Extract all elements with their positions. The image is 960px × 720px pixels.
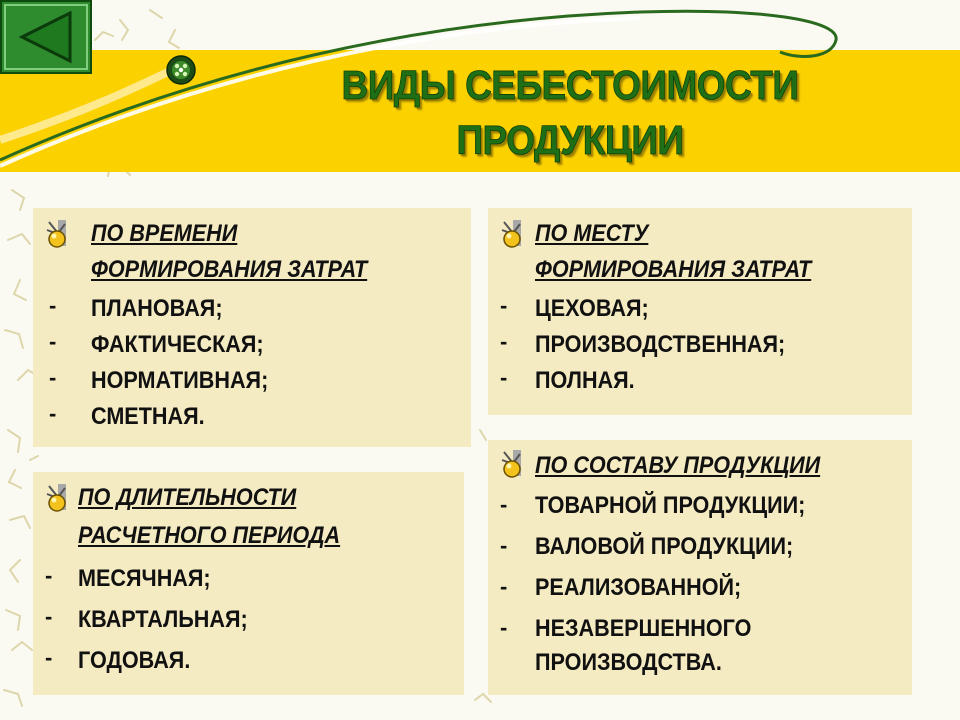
dash-marker: -: [49, 401, 57, 426]
list-item: НОРМАТИВНАЯ;: [91, 367, 269, 394]
card-time-header-line-1: ПО ВРЕМЕНИ: [91, 220, 238, 247]
title-line-1: ВИДЫ СЕБЕСТОИМОСТИ: [341, 62, 799, 108]
bullet-icon: [43, 218, 73, 250]
dash-marker: -: [500, 574, 508, 599]
list-item: РЕАЛИЗОВАННОЙ;: [535, 574, 742, 601]
slide-title: [219, 58, 921, 168]
dash-marker: -: [500, 329, 508, 354]
card-place-header-line-1: ПО МЕСТУ: [535, 220, 649, 247]
list-item: МЕСЯЧНАЯ;: [78, 565, 211, 592]
card-by-composition: [488, 440, 912, 695]
list-item: ЦЕХОВАЯ;: [535, 295, 649, 322]
bullet-icon: [498, 448, 528, 480]
dash-marker: -: [500, 533, 508, 558]
list-item: НЕЗАВЕРШЕННОГО: [535, 615, 752, 642]
list-item: ПОЛНАЯ.: [535, 367, 635, 394]
bullet-icon: [498, 218, 528, 250]
dash-marker: -: [500, 293, 508, 318]
orb-icon: [166, 55, 196, 85]
list-item: ПРОИЗВОДСТВЕННАЯ;: [535, 331, 786, 358]
dash-marker: -: [49, 329, 57, 354]
card-by-time: [33, 208, 471, 447]
card-period-header-line-1: ПО ДЛИТЕЛЬНОСТИ: [78, 484, 297, 511]
card-by-period: [33, 472, 464, 695]
card-by-place: [488, 208, 912, 415]
card-composition-header: ПО СОСТАВУ ПРОДУКЦИИ: [535, 452, 821, 479]
bullet-icon: [43, 482, 73, 514]
dash-marker: -: [500, 365, 508, 390]
list-item: ПЛАНОВАЯ;: [91, 295, 223, 322]
dash-marker: -: [45, 604, 53, 629]
card-period-header-line-2: РАСЧЕТНОГО ПЕРИОДА: [78, 522, 341, 549]
list-item: ГОДОВАЯ.: [78, 647, 191, 674]
card-time-header-line-2: ФОРМИРОВАНИЯ ЗАТРАТ: [91, 256, 368, 283]
list-item: СМЕТНАЯ.: [91, 403, 205, 430]
dash-marker: -: [49, 293, 57, 318]
list-item: КВАРТАЛЬНАЯ;: [78, 606, 248, 633]
list-item-continuation: ПРОИЗВОДСТВА.: [535, 649, 722, 676]
back-button[interactable]: [0, 0, 92, 74]
dash-marker: -: [49, 365, 57, 390]
dash-marker: -: [45, 563, 53, 588]
list-item: ФАКТИЧЕСКАЯ;: [91, 331, 264, 358]
card-place-header-line-2: ФОРМИРОВАНИЯ ЗАТРАТ: [535, 256, 812, 283]
dash-marker: -: [500, 615, 508, 640]
dash-marker: -: [500, 492, 508, 517]
list-item: ВАЛОВОЙ ПРОДУКЦИИ;: [535, 533, 794, 560]
list-item: ТОВАРНОЙ ПРОДУКЦИИ;: [535, 492, 806, 519]
title-line-2: ПРОДУКЦИИ: [456, 117, 684, 163]
dash-marker: -: [45, 645, 53, 670]
triangle-left-icon: [0, 0, 92, 74]
